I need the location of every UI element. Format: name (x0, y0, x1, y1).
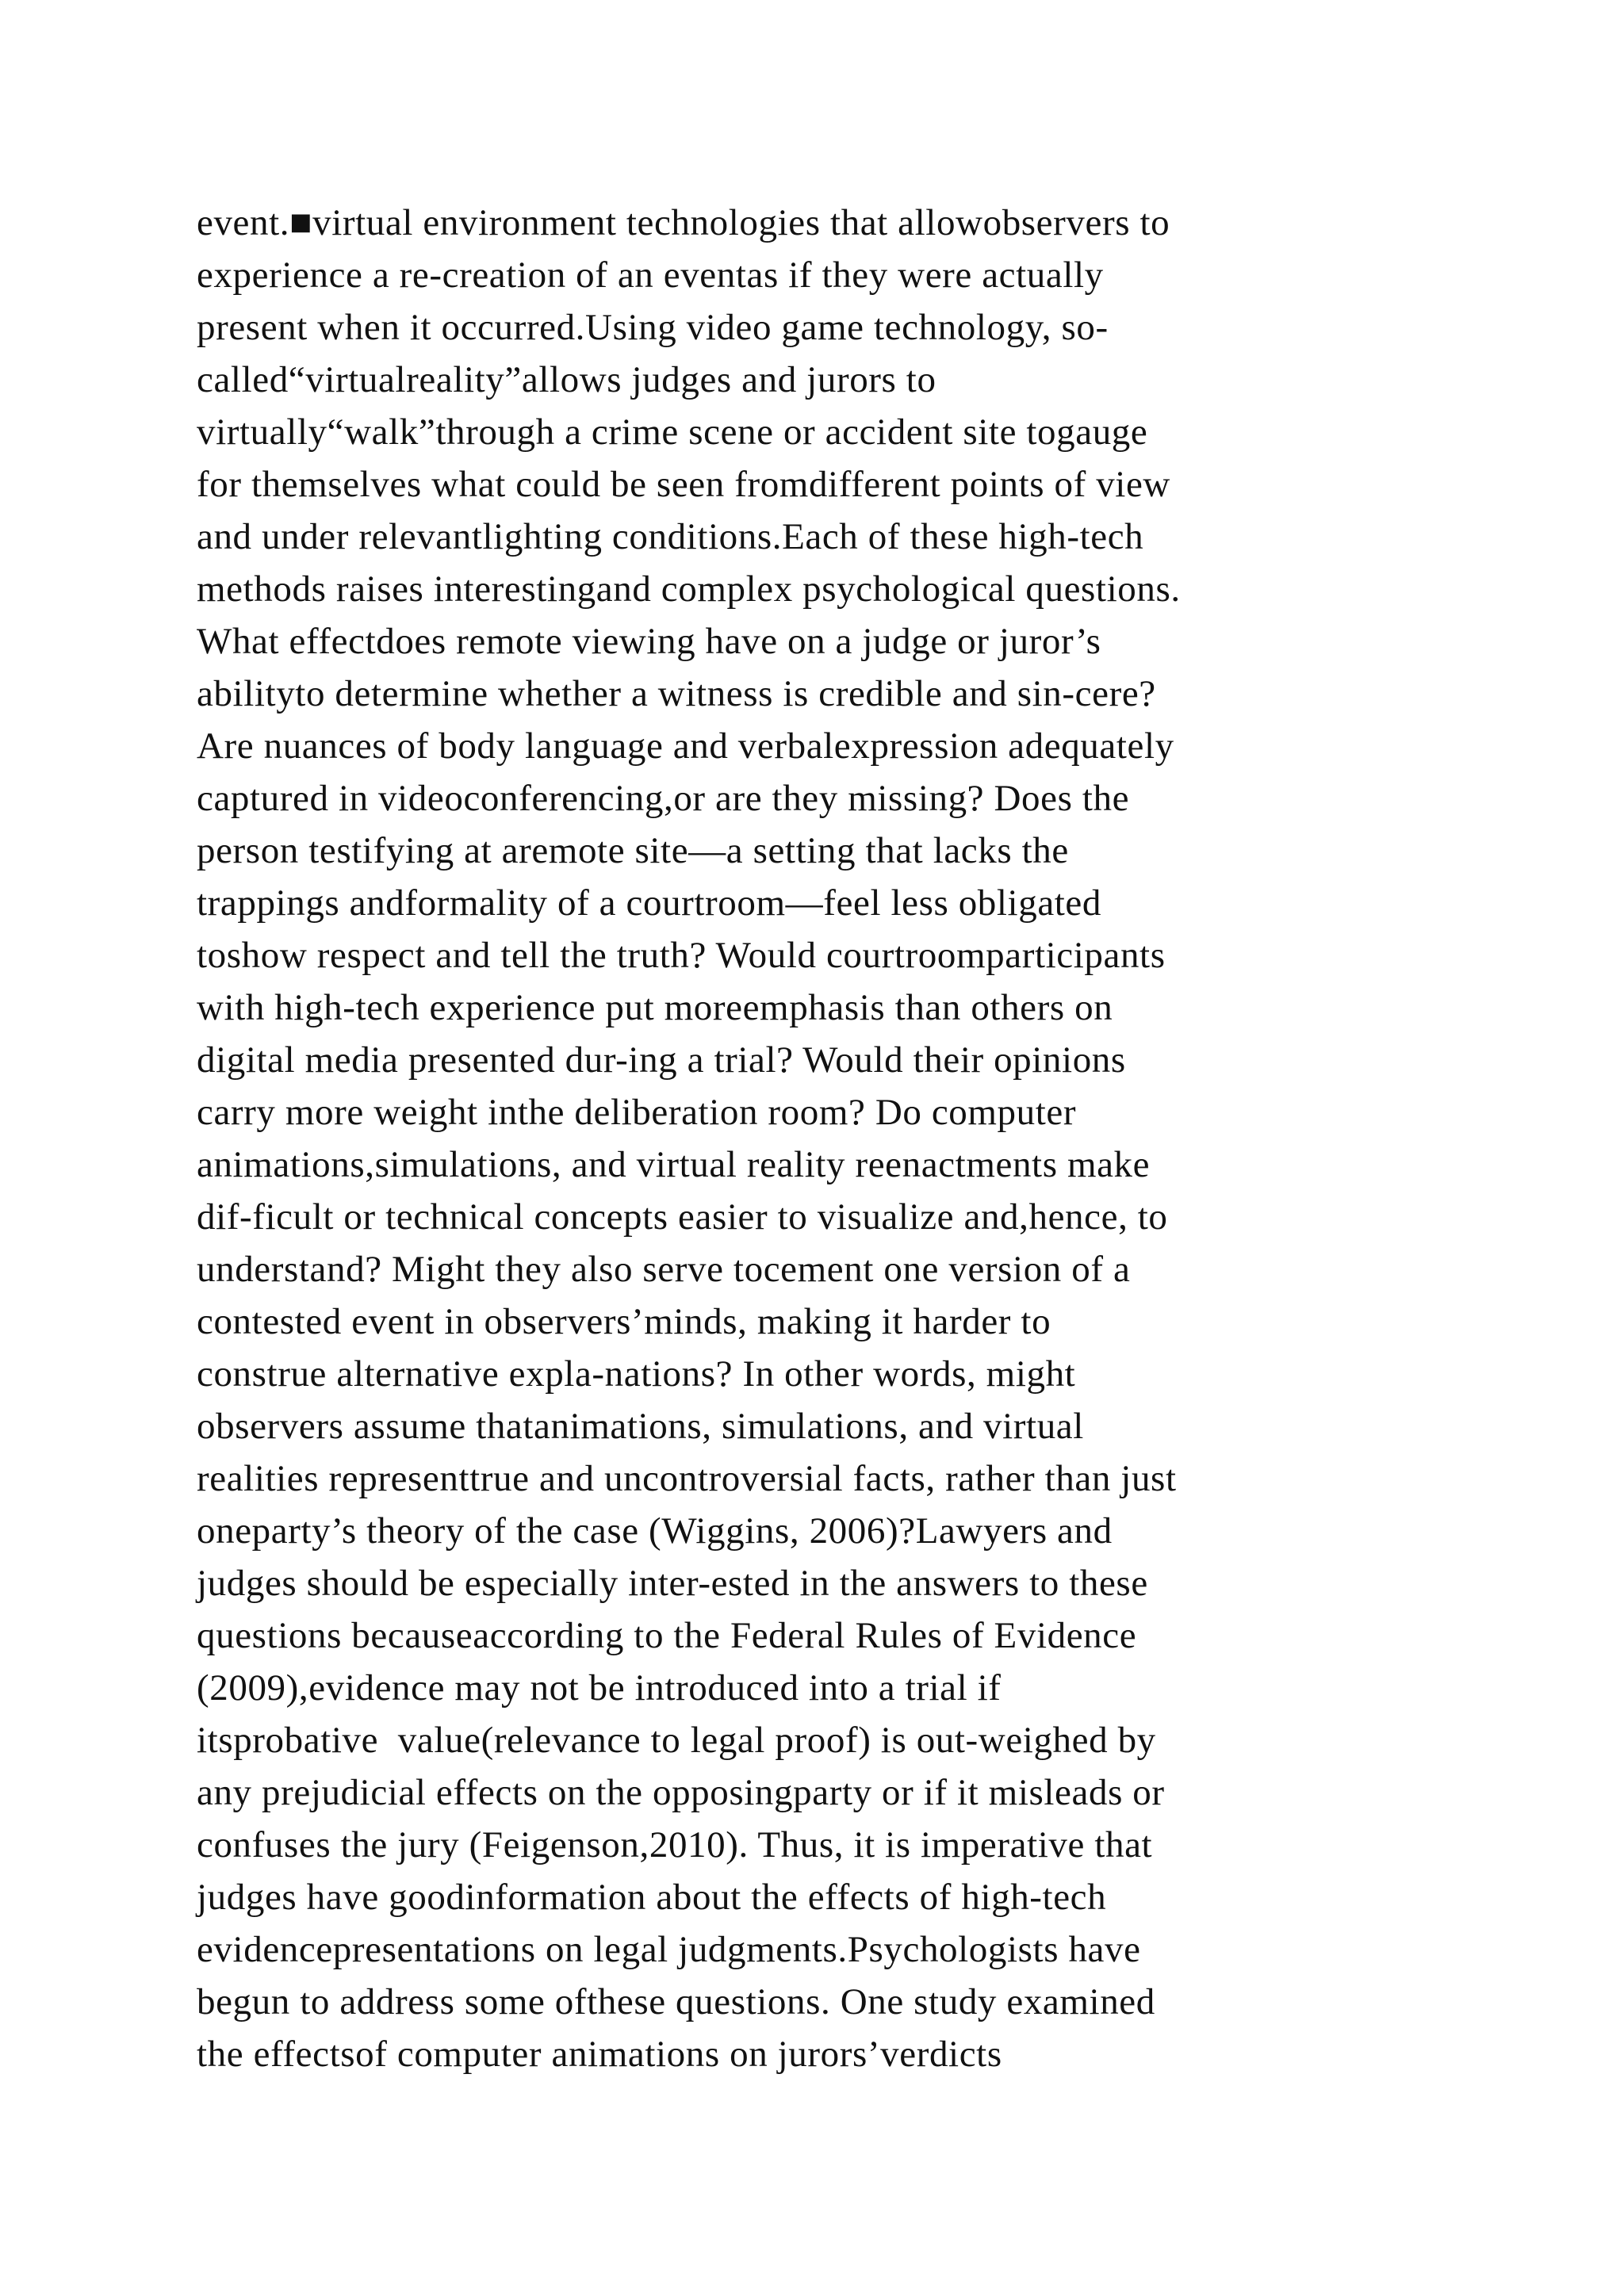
text-line: carry more weight inthe deliberation room? Do computer (197, 1092, 1077, 1133)
text-line: with high-tech experience put moreemphasis than others on (197, 987, 1113, 1028)
text-line: called“virtualreality”allows judges and jurors to (197, 359, 936, 400)
text-line: judges should be especially inter-ested in the answers to these (197, 1563, 1148, 1604)
text-line: understand? Might they also serve tocement one version of a (197, 1249, 1131, 1290)
text-line: person testifying at aremote site—a setting that lacks the (197, 830, 1069, 871)
text-line: construe alternative expla-nations? In other words, might (197, 1353, 1076, 1395)
text-line: for themselves what could be seen fromdifferent points of view (197, 464, 1170, 505)
text-line: virtually“walk”through a crime scene or accident site togauge (197, 411, 1148, 453)
text-line: experience a re-creation of an eventas if they were actually (197, 254, 1104, 296)
text-line: judges have goodinformation about the effects of high-tech (197, 1877, 1107, 1918)
text-line: questions becauseaccording to the Federal Rules of Evidence (197, 1615, 1137, 1656)
text-line: toshow respect and tell the truth? Would courtroomparticipants (197, 935, 1166, 976)
text-line: realities representtrue and uncontroversial facts, rather than just (197, 1458, 1177, 1499)
text-line: the effectsof computer animations on jurors’verdicts (197, 2034, 1002, 2075)
text-line: confuses the jury (Feigenson,2010). Thus, it is imperative that (197, 1824, 1153, 1866)
text-line: Are nuances of body language and verbalexpression adequately (197, 725, 1174, 767)
text-line: What effectdoes remote viewing have on a judge or juror’s (197, 621, 1101, 662)
text-line: dif-ficult or technical concepts easier to visualize and,hence, to (197, 1196, 1168, 1238)
text-line: captured in videoconferencing,or are they missing? Does the (197, 778, 1130, 819)
text-line: contested event in observers’minds, making it harder to (197, 1301, 1051, 1342)
text-line: oneparty’s theory of the case (Wiggins, 2006)?Lawyers and (197, 1510, 1113, 1552)
text-line: event.■virtual environment technologies that allowobservers to (197, 202, 1170, 243)
text-line: observers assume thatanimations, simulations, and virtual (197, 1406, 1084, 1447)
text-line: evidencepresentations on legal judgments.Psychologists have (197, 1929, 1141, 1970)
text-line: animations,simulations, and virtual reality reenactments make (197, 1144, 1151, 1185)
text-line: abilityto determine whether a witness is credible and sin-cere? (197, 673, 1156, 714)
text-line: digital media presented dur-ing a trial? Would their opinions (197, 1039, 1126, 1081)
text-line: (2009),evidence may not be introduced into a trial if (197, 1667, 1002, 1709)
text-line: itsprobative value(relevance to legal proof) is out-weighed by (197, 1720, 1156, 1761)
text-line: any prejudicial effects on the opposingparty or if it misleads or (197, 1772, 1165, 1813)
text-line: methods raises interestingand complex psychological questions. (197, 568, 1181, 610)
text-line: present when it occurred.Using video game technology, so- (197, 307, 1109, 348)
text-line: trappings andformality of a courtroom—feel less obligated (197, 882, 1101, 924)
text-line: begun to address some ofthese questions. One study examined (197, 1981, 1155, 2022)
text-line: and under relevantlighting conditions.Each of these high-tech (197, 516, 1144, 557)
body-text (197, 197, 1465, 2080)
